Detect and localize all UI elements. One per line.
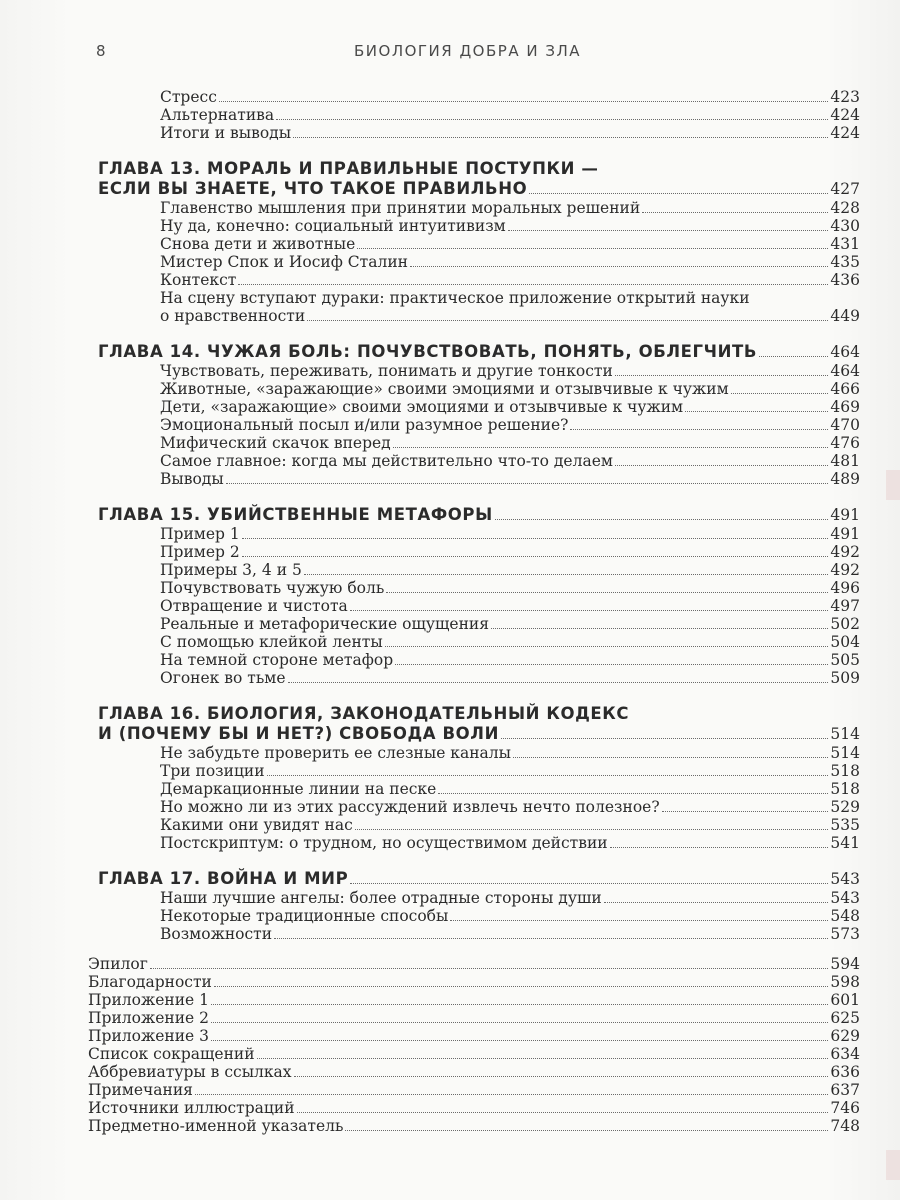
dot-leader (226, 483, 829, 484)
chapter-heading-line[interactable]: ГЛАВА 13. МОРАЛЬ И ПРАВИЛЬНЫЕ ПОСТУПКИ — (98, 159, 599, 178)
toc-entry-page: 505 (830, 651, 860, 669)
toc-entry-page: 428 (830, 199, 860, 217)
dot-leader (642, 212, 828, 213)
toc-entry-title: Некоторые традиционные способы (160, 907, 449, 925)
toc-entry[interactable] (88, 416, 860, 434)
toc-entry-page: 502 (830, 615, 860, 633)
toc-entry-page: 489 (830, 470, 860, 488)
toc-entry[interactable] (88, 925, 860, 943)
toc-entry[interactable] (88, 955, 860, 973)
toc-entry-title: Демаркационные линии на песке (160, 780, 437, 798)
toc-entry-title: Снова дети и животные (160, 235, 356, 253)
page-number: 8 (96, 42, 108, 60)
toc-entry[interactable] (88, 380, 860, 398)
toc-entry[interactable] (88, 1117, 860, 1135)
dot-leader (615, 375, 829, 376)
toc-entry-page: 529 (830, 798, 860, 816)
toc-entry[interactable] (88, 1099, 860, 1117)
toc-entry-title: Источники иллюстраций (88, 1099, 295, 1117)
toc-entry[interactable] (88, 1045, 860, 1063)
toc-entry-page: 535 (830, 816, 860, 834)
dot-leader (759, 356, 828, 357)
toc-entry-multiline[interactable] (88, 289, 860, 325)
dot-leader (615, 465, 828, 466)
toc-entry-title: Возможности (160, 925, 273, 943)
toc-entry-page: 435 (830, 253, 860, 271)
toc-entry-title-line: На сцену вступают дураки: практическое приложение открытий науки (160, 289, 750, 307)
toc-entry[interactable] (88, 597, 860, 615)
toc-entry-title: Чувствовать, переживать, понимать и другие тонкости (160, 362, 613, 380)
chapter-page: 464 (830, 343, 860, 361)
toc-entry-title: На темной стороне метафор (160, 651, 394, 669)
toc-entry[interactable] (88, 106, 860, 124)
dot-leader (257, 1058, 829, 1059)
toc-entry[interactable] (88, 543, 860, 561)
dot-leader (495, 519, 829, 520)
dot-leader (150, 968, 829, 969)
toc-entry-title: Наши лучшие ангелы: более отрадные стороны души (160, 889, 602, 907)
dot-leader (450, 920, 828, 921)
dot-leader (238, 284, 828, 285)
toc-entry-title: Самое главное: когда мы действительно что-то делаем (160, 452, 613, 470)
dot-leader (662, 811, 829, 812)
toc-entry-title: Аббревиатуры в ссылках (88, 1063, 292, 1081)
toc-entry[interactable] (88, 1081, 860, 1099)
toc-entry-page: 636 (830, 1063, 860, 1081)
toc-entry-title: Постскриптум: о трудном, но осуществимом действии (160, 834, 608, 852)
toc-entry-title: Альтернатива (160, 106, 275, 124)
toc-entry-title: Список сокращений (88, 1045, 255, 1063)
chapter-heading-row[interactable] (88, 179, 860, 199)
toc-entry-page: 625 (830, 1009, 860, 1027)
toc-entry-page: 601 (830, 991, 860, 1009)
toc-entry-title: Приложение 2 (88, 1009, 210, 1027)
chapter-14 (88, 342, 860, 488)
dot-leader (211, 1004, 828, 1005)
toc-entry-title: Какими они увидят нас (160, 816, 353, 834)
toc-entry-page: 424 (830, 106, 860, 124)
dot-leader (219, 101, 829, 102)
dot-leader (508, 230, 829, 231)
toc-entry-page: 514 (830, 744, 860, 762)
toc-entry-page: 466 (830, 380, 860, 398)
toc-entry-title-line: о нравственности (160, 307, 306, 325)
toc-entry[interactable] (88, 1009, 860, 1027)
toc-entry[interactable] (88, 615, 860, 633)
chapter-heading-row[interactable] (88, 505, 860, 525)
toc-entry-title: Контекст (160, 271, 237, 289)
toc-entry-page: 469 (830, 398, 860, 416)
toc-entry-title: Ну да, конечно: социальный интуитивизм (160, 217, 506, 235)
chapter-heading-row[interactable] (88, 869, 860, 889)
dot-leader (529, 193, 828, 194)
dot-leader (288, 682, 829, 683)
toc-entry-page: 476 (830, 434, 860, 452)
toc-entry[interactable] (88, 398, 860, 416)
toc-entry-page: 634 (830, 1045, 860, 1063)
dot-leader (386, 592, 828, 593)
toc-entry-title: Эмоциональный посыл и/или разумное решение? (160, 416, 569, 434)
toc-entry-page: 518 (830, 762, 860, 780)
dot-leader (385, 646, 829, 647)
toc-entry[interactable] (88, 362, 860, 380)
toc-entry[interactable] (88, 525, 860, 543)
toc-entry-title: С помощью клейкой ленты (160, 633, 383, 651)
toc-entry[interactable] (88, 889, 860, 907)
dot-leader (395, 664, 828, 665)
toc-entry-title: Дети, «заражающие» своими эмоциями и отзывчивые к чужим (160, 398, 684, 416)
toc-entry-page: 492 (830, 561, 860, 579)
dot-leader (211, 1040, 828, 1041)
toc-entry-page: 430 (830, 217, 860, 235)
toc-entry-page: 424 (830, 124, 860, 142)
dot-leader (513, 757, 828, 758)
dot-leader (242, 538, 829, 539)
toc-entry-title: Мистер Спок и Иосиф Сталин (160, 253, 408, 271)
toc-entry-title: Огонек во тьме (160, 669, 286, 687)
dot-leader (297, 1112, 829, 1113)
toc-entry-title: Не забудьте проверить ее слезные каналы (160, 744, 511, 762)
running-head (88, 42, 860, 64)
dot-leader (350, 610, 829, 611)
chapter-heading-line[interactable]: ГЛАВА 16. БИОЛОГИЯ, ЗАКОНОДАТЕЛЬНЫЙ КОДЕКС (98, 704, 630, 723)
toc-entry-page: 491 (830, 525, 860, 543)
toc-entry-page: 748 (830, 1117, 860, 1135)
toc-entry[interactable] (88, 907, 860, 925)
toc-entry[interactable] (88, 124, 860, 142)
page-edge-mark (886, 470, 900, 500)
toc-entry[interactable] (88, 470, 860, 488)
toc-entry[interactable] (88, 434, 860, 452)
book-title: БИОЛОГИЯ ДОБРА И ЗЛА (354, 42, 581, 60)
dot-leader (214, 986, 829, 987)
toc-entry-page: 746 (830, 1099, 860, 1117)
toc-entry[interactable] (88, 762, 860, 780)
toc-entry-title: Реальные и метафорические ощущения (160, 615, 490, 633)
toc-entry-title: Выводы (160, 470, 224, 488)
toc-entry-title: Отвращение и чистота (160, 597, 348, 615)
toc-entry[interactable] (88, 88, 860, 106)
toc-entry-page: 548 (830, 907, 860, 925)
chapter-page: 543 (830, 870, 860, 888)
toc-entry-page: 464 (830, 362, 860, 380)
toc-entry[interactable] (88, 271, 860, 289)
toc-entry-page: 509 (830, 669, 860, 687)
chapter-heading-line: ГЛАВА 15. УБИЙСТВЕННЫЕ МЕТАФОРЫ (98, 505, 493, 524)
toc-entry[interactable] (88, 1027, 860, 1045)
toc-entry[interactable] (88, 816, 860, 834)
toc-entry-page: 449 (830, 307, 860, 325)
toc-entry[interactable] (88, 452, 860, 470)
dot-leader (195, 1094, 828, 1095)
toc-entry[interactable] (88, 1063, 860, 1081)
chapter-heading-row[interactable] (88, 342, 860, 362)
chapter-17 (88, 869, 860, 943)
dot-leader (307, 320, 828, 321)
back-matter (88, 955, 860, 1135)
toc-entry-page: 518 (830, 780, 860, 798)
toc-entry[interactable] (88, 798, 860, 816)
toc-entry-title: Стресс (160, 88, 217, 106)
dot-leader (393, 447, 829, 448)
dot-leader (274, 938, 828, 939)
dot-leader (438, 793, 828, 794)
toc-entry[interactable] (88, 834, 860, 852)
chapter-heading-row[interactable] (88, 724, 860, 744)
chapter-heading-line: ГЛАВА 14. ЧУЖАЯ БОЛЬ: ПОЧУВСТВОВАТЬ, ПОНЯТЬ, ОБЛЕГЧИТЬ (98, 342, 758, 361)
dot-leader (294, 1076, 829, 1077)
toc-entry-last-line (160, 307, 860, 325)
toc-entry-page: 543 (830, 889, 860, 907)
toc-entry[interactable] (88, 780, 860, 798)
dot-leader (570, 429, 828, 430)
chapter-page: 514 (830, 725, 860, 743)
toc-entry-title: Благодарности (88, 973, 212, 991)
chapter-heading-line: ГЛАВА 17. ВОЙНА И МИР (98, 869, 349, 888)
toc-entry-page: 481 (830, 452, 860, 470)
toc-entry-title: Но можно ли из этих рассуждений извлечь нечто полезное? (160, 798, 660, 816)
dot-leader (491, 628, 828, 629)
toc-entry-title: Три позиции (160, 762, 265, 780)
dot-leader (267, 775, 829, 776)
dot-leader (276, 119, 828, 120)
toc-entry[interactable] (88, 199, 860, 217)
toc-entry[interactable] (88, 973, 860, 991)
dot-leader (293, 137, 828, 138)
chapter-heading-line: И (ПОЧЕМУ БЫ И НЕТ?) СВОБОДА ВОЛИ (98, 724, 500, 743)
toc-entry-page: 504 (830, 633, 860, 651)
dot-leader (242, 556, 829, 557)
toc-entry[interactable] (88, 217, 860, 235)
dot-leader (604, 902, 829, 903)
chapter-16 (88, 704, 860, 852)
toc-entry[interactable] (88, 633, 860, 651)
toc-entry-title: Мифический скачок вперед (160, 434, 391, 452)
dot-leader (731, 393, 829, 394)
toc-entry-page: 436 (830, 271, 860, 289)
toc-entry[interactable] (88, 579, 860, 597)
dot-leader (211, 1022, 828, 1023)
toc-entry[interactable] (88, 253, 860, 271)
toc-entry-page: 431 (830, 235, 860, 253)
toc-entry-page: 598 (830, 973, 860, 991)
toc-entry-page: 497 (830, 597, 860, 615)
toc-entry-page: 573 (830, 925, 860, 943)
toc-entry[interactable] (88, 991, 860, 1009)
dot-leader (610, 847, 829, 848)
chapter-page: 491 (830, 506, 860, 524)
toc-entry[interactable] (88, 744, 860, 762)
toc-entry-title: Примеры 3, 4 и 5 (160, 561, 302, 579)
toc-entry-page: 423 (830, 88, 860, 106)
toc-entry-title: Животные, «заражающие» своими эмоциями и отзывчивые к чужим (160, 380, 729, 398)
chapter-13 (88, 159, 860, 325)
dot-leader (355, 829, 829, 830)
toc-entry-page: 629 (830, 1027, 860, 1045)
toc-entry-title: Примечания (88, 1081, 193, 1099)
dot-leader (357, 248, 828, 249)
dot-leader (501, 738, 828, 739)
dot-leader (410, 266, 828, 267)
toc-entry-page: 492 (830, 543, 860, 561)
toc-entry-page: 541 (830, 834, 860, 852)
toc-entry-title: Предметно-именной указатель (88, 1117, 344, 1135)
toc-entry-title: Пример 1 (160, 525, 240, 543)
toc-entry[interactable] (88, 561, 860, 579)
toc-entry-page: 594 (830, 955, 860, 973)
toc-entry-title: Главенство мышления при принятии моральных решений (160, 199, 641, 217)
chapter-15 (88, 505, 860, 687)
toc-entry-title: Эпилог (88, 955, 148, 973)
toc-entry-title: Почувствовать чужую боль (160, 579, 385, 597)
table-of-contents (88, 88, 860, 1135)
toc-entry[interactable] (88, 235, 860, 253)
dot-leader (350, 883, 828, 884)
page-edge-mark (886, 1150, 900, 1180)
toc-entry[interactable] (88, 651, 860, 669)
toc-entry-page: 470 (830, 416, 860, 434)
chapter-heading-line: ЕСЛИ ВЫ ЗНАЕТЕ, ЧТО ТАКОЕ ПРАВИЛЬНО (98, 179, 528, 198)
toc-entry-page: 637 (830, 1081, 860, 1099)
dot-leader (304, 574, 829, 575)
toc-entry-title: Приложение 3 (88, 1027, 210, 1045)
toc-entry-title: Приложение 1 (88, 991, 210, 1009)
toc-entry[interactable] (88, 669, 860, 687)
toc-entry-title: Пример 2 (160, 543, 240, 561)
chapter-page: 427 (830, 180, 860, 198)
dot-leader (685, 411, 828, 412)
dot-leader (345, 1130, 828, 1131)
toc-entry-title: Итоги и выводы (160, 124, 292, 142)
toc-entry-page: 496 (830, 579, 860, 597)
